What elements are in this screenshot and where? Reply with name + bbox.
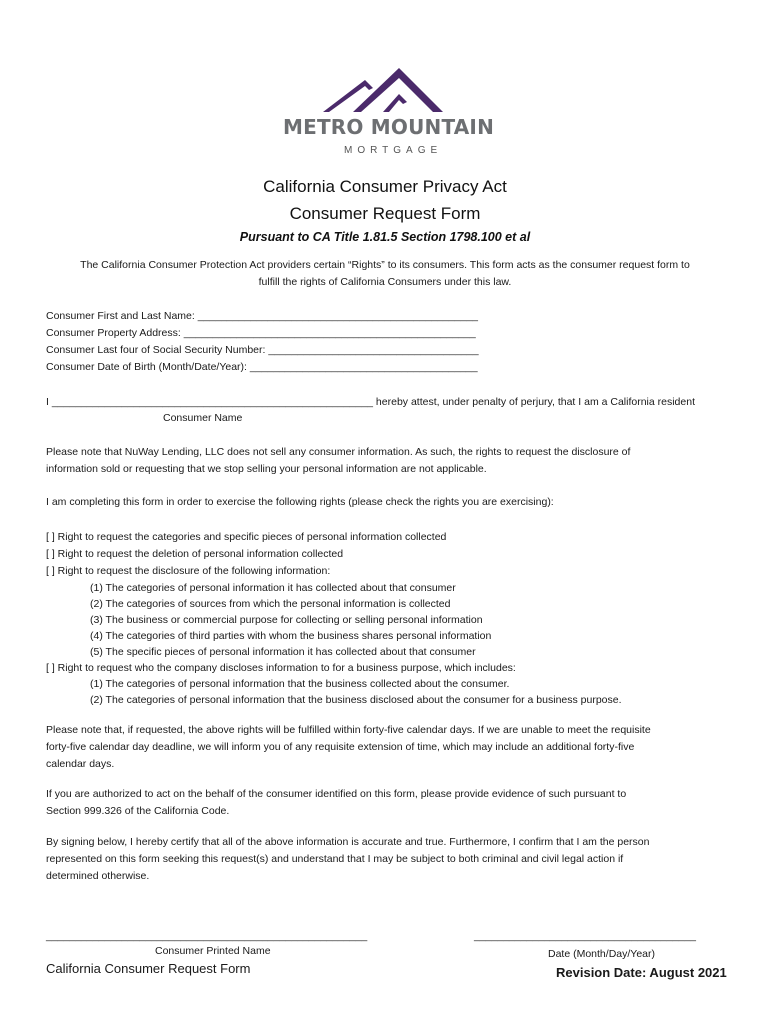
right-checkbox-deletion[interactable]: [ ] Right to request the deletion of personal information collected <box>46 548 344 560</box>
field-property-address[interactable]: Consumer Property Address: __________________________________________________ <box>46 327 476 339</box>
intro-line-2: fulfill the rights of California Consumers under this law. <box>258 276 512 288</box>
right-checkbox-categories[interactable]: [ ] Right to request the categories and specific pieces of personal information collected <box>46 531 447 543</box>
note-sale-line-1: Please note that NuWay Lending, LLC does not sell any consumer information. As such, the rights to request the disclosure of <box>46 446 631 458</box>
note-certify-line-3: determined otherwise. <box>46 870 150 882</box>
disclosure-item: (4) The categories of third parties with whom the business shares personal information <box>90 630 492 642</box>
note-authorized-line-1: If you are authorized to act on the behalf of the consumer identified on this form, please provide evidence of such pursuant to <box>46 788 627 800</box>
business-purpose-item: (1) The categories of personal information that the business collected about the consumer. <box>90 678 510 690</box>
note-timing-line-2: forty-five calendar day deadline, we will inform you of any requisite extension of time, which may include an additional forty-five <box>46 741 635 753</box>
company-logo <box>283 62 493 114</box>
disclosure-item: (3) The business or commercial purpose for collecting or selling personal information <box>90 614 483 626</box>
statute-reference: Pursuant to CA Title 1.81.5 Section 1798.100 et al <box>239 230 531 244</box>
footer-revision-date: Revision Date: August 2021 <box>556 965 727 980</box>
note-certify-line-2: represented on this form seeking this request(s) and understand that I may be subject to both criminal and civil legal action if <box>46 853 624 865</box>
footer-form-name: California Consumer Request Form <box>46 961 251 976</box>
rights-intro: I am completing this form in order to exercise the following rights (please check the rights you are exercising): <box>46 496 554 508</box>
business-purpose-item: (2) The categories of personal information that the business disclosed about the consumer for a business purpose. <box>90 694 622 706</box>
note-timing-line-3: calendar days. <box>46 758 115 770</box>
note-timing-line-1: Please note that, if requested, the above rights will be fulfilled within forty-five calendar days. If we are unable to meet the requisite <box>46 724 651 736</box>
page-title: California Consumer Privacy Act <box>263 177 507 196</box>
attestation-line[interactable]: I _______________________________________________________ hereby attest, under penalty of perjury, that I am a California resident <box>46 396 695 408</box>
intro-line-1: The California Consumer Protection Act providers certain “Rights” to its consumers. This form acts as the consumer request form to <box>80 259 690 271</box>
printed-name-label: Consumer Printed Name <box>155 945 271 957</box>
date-label: Date (Month/Day/Year) <box>548 948 655 960</box>
form-title: Consumer Request Form <box>289 204 481 223</box>
field-date-of-birth[interactable]: Consumer Date of Birth (Month/Date/Year): _______________________________________ <box>46 361 478 373</box>
printed-name-line[interactable]: _______________________________________________________ <box>46 930 368 942</box>
right-checkbox-business-purpose[interactable]: [ ] Right to request who the company discloses information to for a business purpose, which includes: <box>46 662 516 674</box>
disclosure-item: (5) The specific pieces of personal information it has collected about that consumer <box>90 646 476 658</box>
field-ssn-last-four[interactable]: Consumer Last four of Social Security Number: ____________________________________ <box>46 344 479 356</box>
disclosure-item: (2) The categories of sources from which the personal information is collected <box>90 598 451 610</box>
brand-subtitle: MORTGAGE <box>344 145 443 156</box>
attestation-label: Consumer Name <box>163 412 243 424</box>
field-consumer-name[interactable]: Consumer First and Last Name: ________________________________________________ <box>46 310 479 322</box>
disclosure-item: (1) The categories of personal information it has collected about that consumer <box>90 582 456 594</box>
mountain-logo-icon <box>283 62 493 114</box>
right-checkbox-disclosure[interactable]: [ ] Right to request the disclosure of the following information: <box>46 565 331 577</box>
note-authorized-line-2: Section 999.326 of the California Code. <box>46 805 230 817</box>
note-certify-line-1: By signing below, I hereby certify that all of the above information is accurate and true. Furthermore, I confirm that I am the person <box>46 836 650 848</box>
date-line[interactable]: ______________________________________ <box>474 930 696 942</box>
brand-name: METRO MOUNTAIN <box>283 115 495 139</box>
note-sale-line-2: information sold or requesting that we stop selling your personal information are not applicable. <box>46 463 487 475</box>
